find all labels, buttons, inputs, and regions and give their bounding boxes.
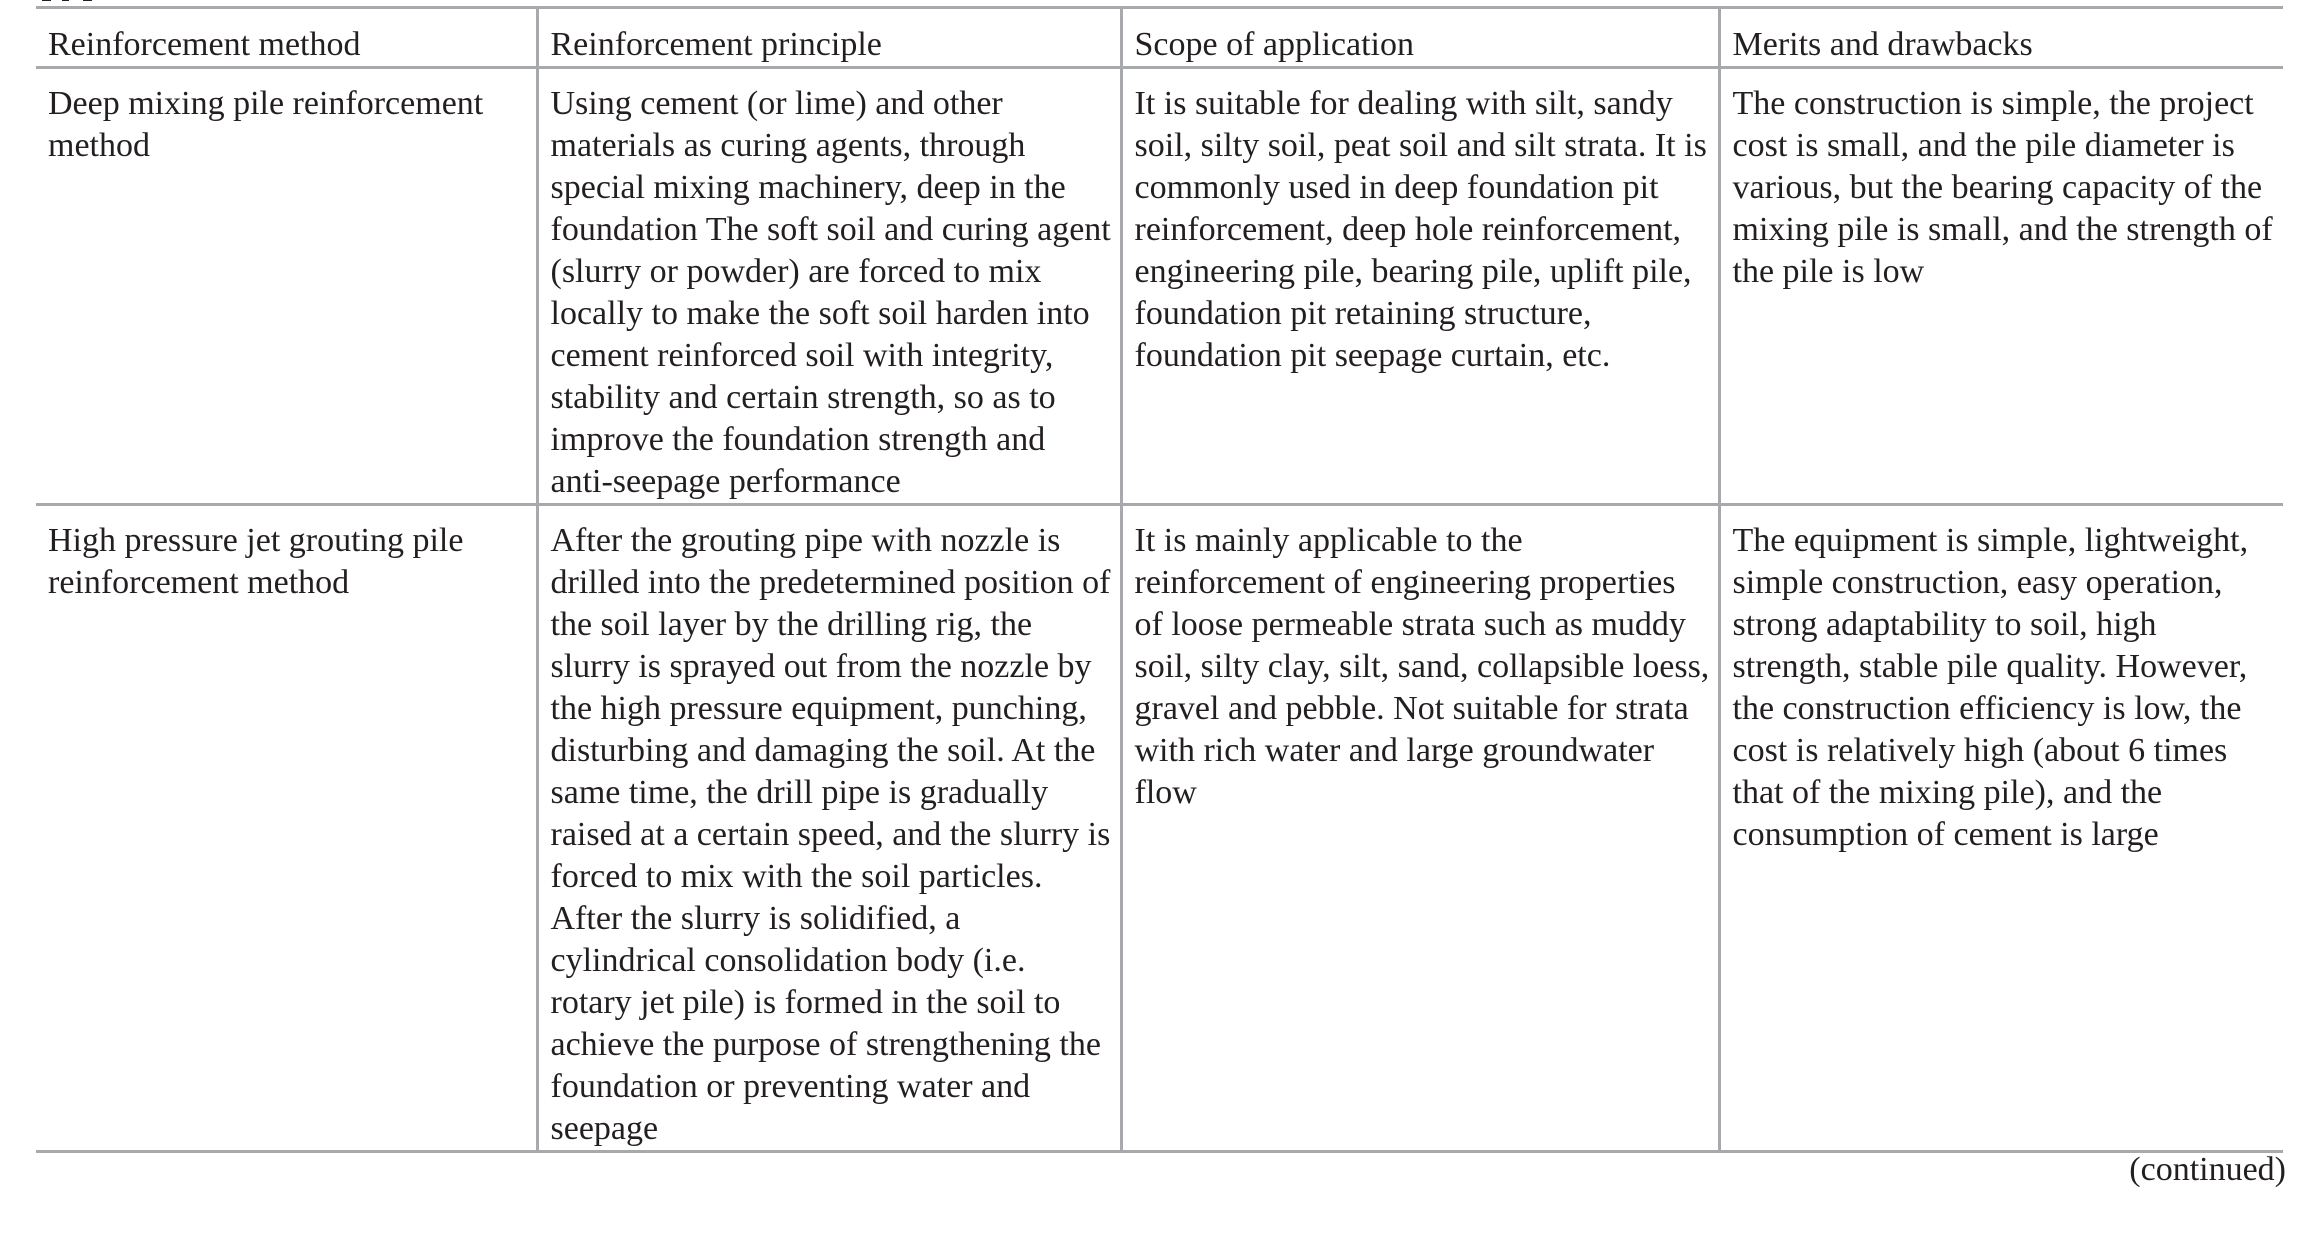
reinforcement-methods-table-container: [36, 6, 2283, 1153]
table-header: [36, 8, 2283, 68]
table-body: [36, 68, 2283, 1152]
cell-principle: Using cement (or lime) and other materials as curing agents, through special mixing machinery, deep in the foundation The soft soil and curing agent (slurry or powder) are forced to mix locally to make the soft soil harden into cement reinforced soil with integrity, stability and certain strength, so as to improve the foundation strength and anti-seepage performance: [537, 68, 1121, 505]
reinforcement-methods-table: [36, 6, 2283, 1153]
cell-method: Deep mixing pile reinforcement method: [36, 68, 537, 505]
header-scope-of-application: Scope of application: [1121, 8, 1719, 68]
header-reinforcement-method: Reinforcement method: [48, 26, 361, 63]
header-row: [36, 8, 2283, 68]
continued-note: (continued): [2129, 1151, 2286, 1188]
cell-scope: It is suitable for dealing with silt, sandy soil, silty soil, peat soil and silt strata. It is commonly used in deep foundation pit reinforcement, deep hole reinforcement, engineering pile, bearing pile, uplift pile, foundation pit retaining structure, foundation pit seepage curtain, etc.: [1121, 68, 1719, 505]
table-row: [36, 68, 2283, 505]
header-reinforcement-principle: Reinforcement principle: [537, 8, 1121, 68]
cell-merits: The construction is simple, the project cost is small, and the pile diameter is various, but the bearing capacity of the mixing pile is small, and the strength of the pile is low: [1719, 68, 2283, 505]
cell-method: High pressure jet grouting pile reinforcement method: [36, 505, 537, 1152]
cell-principle: After the grouting pipe with nozzle is drilled into the predetermined position of the soil layer by the drilling rig, the slurry is sprayed out from the nozzle by the high pressure equipment, punching, disturbing and damaging the soil. At the same time, the drill pipe is gradually raised at a certain speed, and the slurry is forced to mix with the soil particles. After the slurry is solidified, a cylindrical consolidation body (i.e. rotary jet pile) is formed in the soil to achieve the purpose of strengthening the foundation or preventing water and seepage: [537, 505, 1121, 1152]
cell-scope: It is mainly applicable to the reinforcement of engineering properties of loose permeable strata such as muddy soil, silty clay, silt, sand, collapsible loess, gravel and pebble. Not suitable for strata with rich water and large groundwater flow: [1121, 505, 1719, 1152]
header-merits-and-drawbacks: Merits and drawbacks: [1719, 8, 2283, 68]
table-row: [36, 505, 2283, 1152]
cell-merits: The equipment is simple, lightweight, simple construction, easy operation, strong adaptability to soil, high strength, stable pile quality. However, the construction efficiency is low, the cost is relatively high (about 6 times that of the mixing pile), and the consumption of cement is large: [1719, 505, 2283, 1152]
